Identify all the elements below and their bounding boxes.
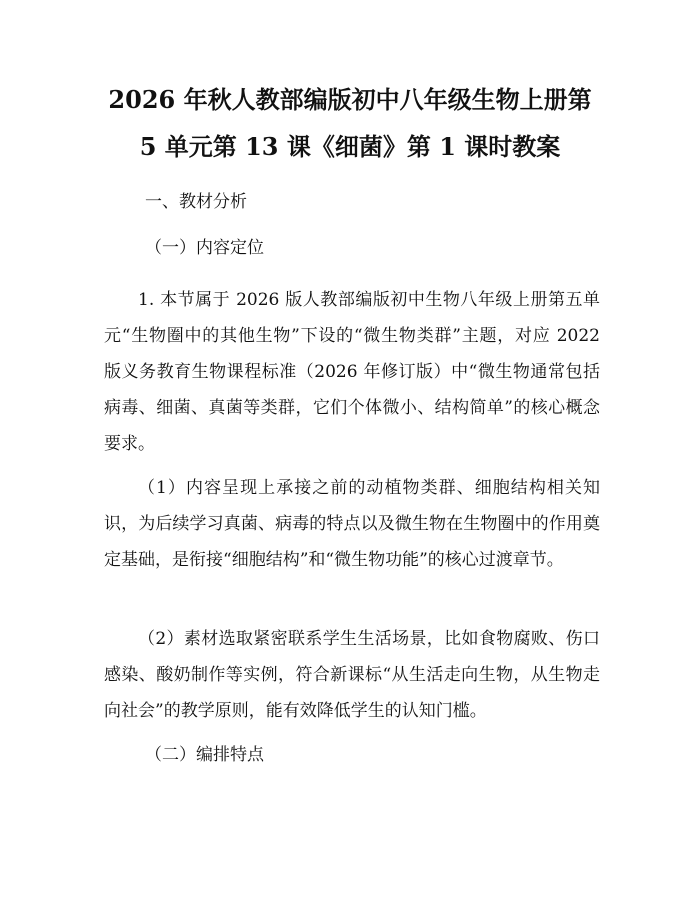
subsection-heading-content-positioning: （一）内容定位: [145, 238, 264, 258]
paragraph-point-2: （2）素材选取紧密联系学生生活场景，比如食物腐败、伤口感染、酸奶制作等实例，符合新课标“从生活走向生物，从生物走向社会”的教学原则，能有效降低学生的认知门槛。: [104, 629, 600, 721]
subsection-heading-arrangement-features: （二）编排特点: [145, 745, 264, 765]
document-title-line-2: 5 单元第 13 课《细菌》第 1 课时教案: [139, 132, 561, 161]
paragraph-point-1: （1）内容呈现上承接之前的动植物类群、细胞结构相关知识，为后续学习真菌、病毒的特点以及微生物在生物圈中的作用奠定基础，是衔接“细胞结构”和“微生物功能”的核心过渡章节。: [104, 478, 600, 570]
section-heading-textbook-analysis: 一、教材分析: [145, 192, 247, 212]
document-title-line-1: 2026 年秋人教部编版初中八年级生物上册第: [108, 85, 592, 114]
paragraph-content-positioning: 1. 本节属于 2026 版人教部编版初中生物八年级上册第五单元“生物圈中的其他生物”下设的“微生物类群”主题，对应 2022 版义务教育生物课程标准（2026 年修订版）中“微生物通常包括病毒、细菌、真菌等类群，它们个体微小、结构简单”的核心概念要求。: [104, 290, 600, 454]
